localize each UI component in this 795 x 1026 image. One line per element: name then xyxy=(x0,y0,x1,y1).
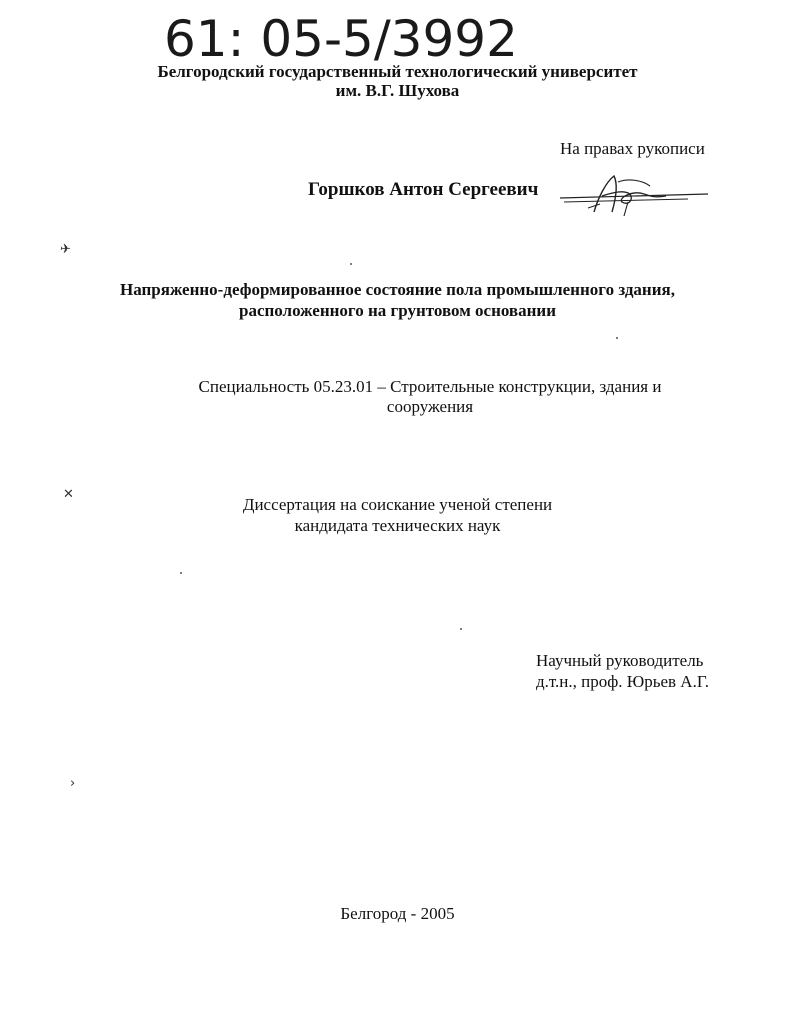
advisor-name: д.т.н., проф. Юрьев А.Г. xyxy=(536,672,709,691)
margin-mark-icon: ✕ xyxy=(63,487,74,502)
scan-speck xyxy=(616,337,618,339)
handwritten-archive-number xyxy=(160,6,620,68)
title-line-2: расположенного на грунтовом основании xyxy=(238,301,556,320)
specialty xyxy=(110,377,750,417)
city-year: Белгород - 2005 xyxy=(340,904,455,923)
degree-line-1: Диссертация на соискание ученой степени xyxy=(242,495,553,514)
title-line-1: Напряженно-деформированное состояние пола промышленного здания, xyxy=(120,280,675,299)
university-name: Белгородский государственный технологический университет xyxy=(157,62,638,81)
university-named-after: им. В.Г. Шухова xyxy=(335,81,460,100)
degree-statement xyxy=(0,494,795,536)
author-signature xyxy=(558,168,718,220)
degree-line-2: кандидата технических наук xyxy=(294,516,501,535)
university-header xyxy=(0,62,795,100)
specialty-line-1: Специальность 05.23.01 – Строительные конструкции, здания и xyxy=(198,377,662,396)
scan-speck xyxy=(180,572,182,574)
scientific-advisor xyxy=(536,650,709,692)
advisor-label: Научный руководитель xyxy=(536,651,704,670)
specialty-line-2: сооружения xyxy=(386,397,474,416)
rights-notice: На правах рукописи xyxy=(560,139,705,158)
dissertation-title xyxy=(0,279,795,321)
scan-speck xyxy=(460,628,462,630)
margin-mark-icon: › xyxy=(70,776,76,791)
archive-number-text: 61: 05-5/3992 xyxy=(164,10,518,68)
author-name: Горшков Антон Сергеевич xyxy=(308,179,539,200)
scan-speck xyxy=(350,263,352,265)
margin-mark-icon: ✈ xyxy=(60,242,71,257)
